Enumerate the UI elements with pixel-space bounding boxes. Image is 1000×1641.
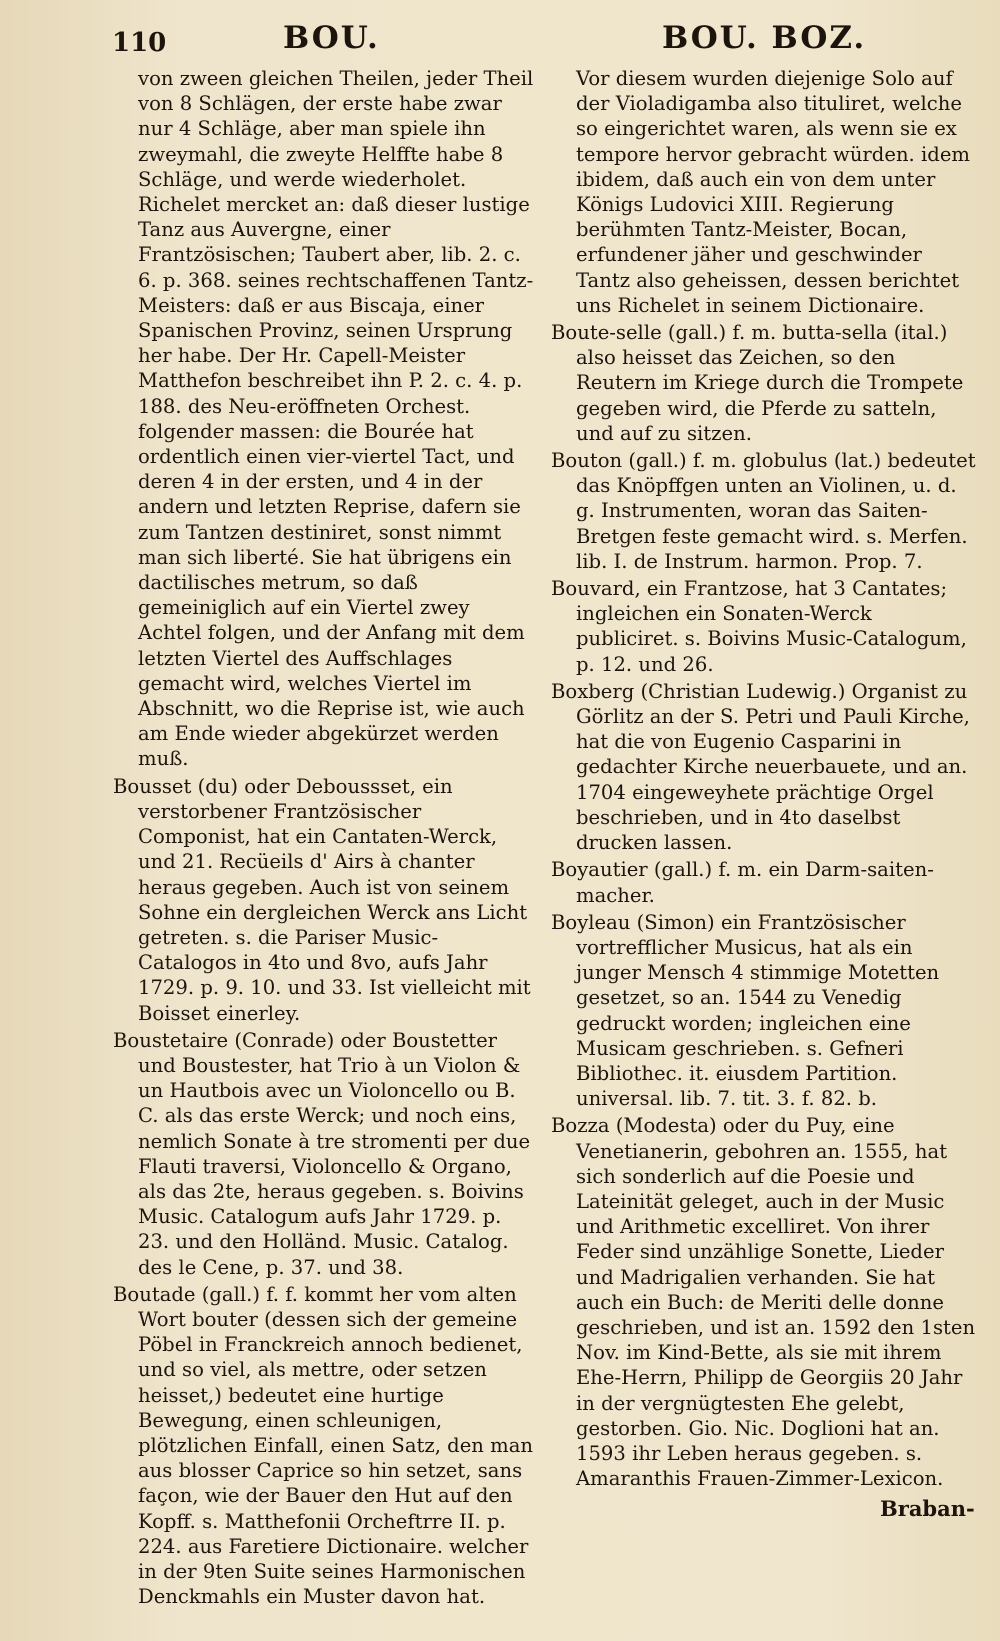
dictionary-entry-bousset: Bousset (du) oder Deboussset, ein verstorbener Frantzösischer Componist, hat ein Cantaten-Werck, und 21. Recüeils d' Airs à chanter heraus gegeben. Auch ist von seinem Sohne ein dergleichen Werck ans Licht getreten. s. die Pariser Music-Catalogos in 4to und 8vo, aufs Jahr 1729. p. 9. 10. und 33. Ist vielleicht mit Boisset einerley. <box>113 774 531 1025</box>
dictionary-entry-boustetaire: Boustetaire (Conrade) oder Boustetter und Boustester, hat Trio à un Violon & un Hautbois avec un Violoncello ou B. C. als das erste Werck; und noch eins, nemlich Sonate à tre stromenti per due Flauti traversi, Violoncello & Organo, als das 2te, heraus gegeben. s. Boivins Music. Catalogum aufs Jahr 1729. p. 23. und den Holländ. Music. Catalog. des le Cene, p. 37. und 38. <box>113 1028 531 1279</box>
running-head <box>0 14 1000 62</box>
dictionary-entry-boyleau: Boyleau (Simon) ein Frantzösischer vortrefflicher Musicus, hat als ein junger Mensch 4 stimmige Motetten gesetzet, so an. 1544 zu Venedig gedruckt worden; ingleichen eine Musicam geschrieben. s. Gefneri Bibliothec. it. eiusdem Partition. universal. lib. 7. tit. 3. f. 82. b. <box>551 910 940 1111</box>
dictionary-entry-boutade-cont: Vor diesem wurden diejenige Solo auf der Violadigamba also tituliret, welche so eingerichtet waren, als wenn sie ex tempore hervor gebracht würden. idem ibidem, daß auch ein von dem unter Königs Ludovici XIII. Regierung berühmten Tantz-Meister, Bocan, erfundener jäher und geschwinder Tantz also geheissen, dessen berichtet uns Richelet in seinem Dictionaire. <box>576 67 970 317</box>
dictionary-entry-boxberg: Boxberg (Christian Ludewig.) Organist zu Görlitz an der S. Petri und Pauli Kirche, hat die von Eugenio Casparini in gedachter Kirche neuerbauete, und an. 1704 eingeweyhete prächtige Orgel beschrieben, und in 4to daselbst drucken lassen. <box>551 679 970 855</box>
right-running-title: BOU. BOZ. <box>662 20 867 56</box>
dictionary-entry-boutade: Boutade (gall.) f. f. kommt her vom alten Wort bouter (dessen sich der gemeine Pöbel in Franckreich annoch bedienet, und so viel, als mettre, oder setzen heisset,) bedeutet eine hurtige Bewegung, einen schleunigen, plötzlichen Einfall, einen Satz, den man aus blosser Caprice so hin setzet, sans façon, wie der Bauer den Hut auf den Kopff. s. Matthefonii Orcheftrre II. p. 224. aus Faretiere Dictionaire. welcher in der 9ten Suite seines Harmonischen Denckmahls ein Muster davon hat. <box>113 1282 534 1609</box>
dictionary-entry-bouton: Bouton (gall.) f. m. globulus (lat.) bedeutet das Knöpffgen unten an Violinen, u. d. g. Instrumenten, woran das Saiten-Bretgen feste gemacht wird. s. Merfen. lib. I. de Instrum. harmon. Prop. 7. <box>551 449 976 573</box>
left-column <box>113 66 536 1611</box>
left-running-title: BOU. <box>283 20 380 56</box>
right-column <box>551 66 976 1493</box>
dictionary-entry-boyautier: Boyautier (gall.) f. m. ein Darm-saiten-macher. <box>551 858 934 907</box>
page-number: 110 <box>112 28 167 58</box>
dictionary-entry-bouvard: Bouvard, ein Frantzose, hat 3 Cantates; ingleichen ein Sonaten-Werck publiciret. s. Boivins Music-Catalogum, p. 12. und 26. <box>551 577 967 676</box>
catchword: Braban- <box>880 1496 975 1521</box>
dictionary-entry-bouree: von zween gleichen Theilen, jeder Theil von 8 Schlägen, der erste habe zwar nur 4 Schläge, aber man spiele ihn zweymahl, die zweyte Helffte habe 8 Schläge, und werde wiederholet. Richelet mercket an: daß dieser lustige Tanz aus Auvergne, einer Frantzösischen; Taubert aber, lib. 2. c. 6. p. 368. seines rechtschaffenen Tantz-Meisters: daß er aus Biscaja, einer Spanischen Provinz, seinen Ursprung her habe. Der Hr. Capell-Meister Matthefon beschreibet ihn P. 2. c. 4. p. 188. des Neu-eröffneten Orchest. folgender massen: die Bourée hat ordentlich einen vier-viertel Tact, und deren 4 in der ersten, und 4 in der andern und letzten Reprise, dafern sie zum Tantzen destiniret, sonst nimmt man sich liberté. Sie hat übrigens ein dactilisches metrum, so daß gemeiniglich auf ein Viertel zwey Achtel folgen, und der Anfang mit dem letzten Viertel des Auffschlages gemacht wird, welches Viertel im Abschnitt, wo die Reprise ist, wie auch am Ende wieder abgekürzet werden muß. <box>138 67 534 771</box>
dictionary-entry-bozza: Bozza (Modesta) oder du Puy, eine Venetianerin, gebohren an. 1555, hat sich sonderlich auf die Poesie und Lateinität geleget, auch in der Music und Arithmetic excelliret. Von ihrer Feder sind unzählige Sonette, Lieder und Madrigalien verhanden. Sie hat auch ein Buch: de Meriti delle donne geschrieben, und ist an. 1592 den 1sten Nov. im Kind-Bette, als sie mit ihrem Ehe-Herrn, Philipp de Georgiis 20 Jahr in der vergnügtesten Ehe gelebt, gestorben. Gio. Nic. Doglioni hat an. 1593 ihr Leben heraus gegeben. s. Amaranthis Frauen-Zimmer-Lexicon. <box>551 1114 976 1491</box>
dictionary-entry-boute-selle: Boute-selle (gall.) f. m. butta-sella (ital.) also heisset das Zeichen, so den Reutern im Kriege durch die Trompete gegeben wird, die Pferde zu satteln, und auf zu sitzen. <box>551 321 964 445</box>
